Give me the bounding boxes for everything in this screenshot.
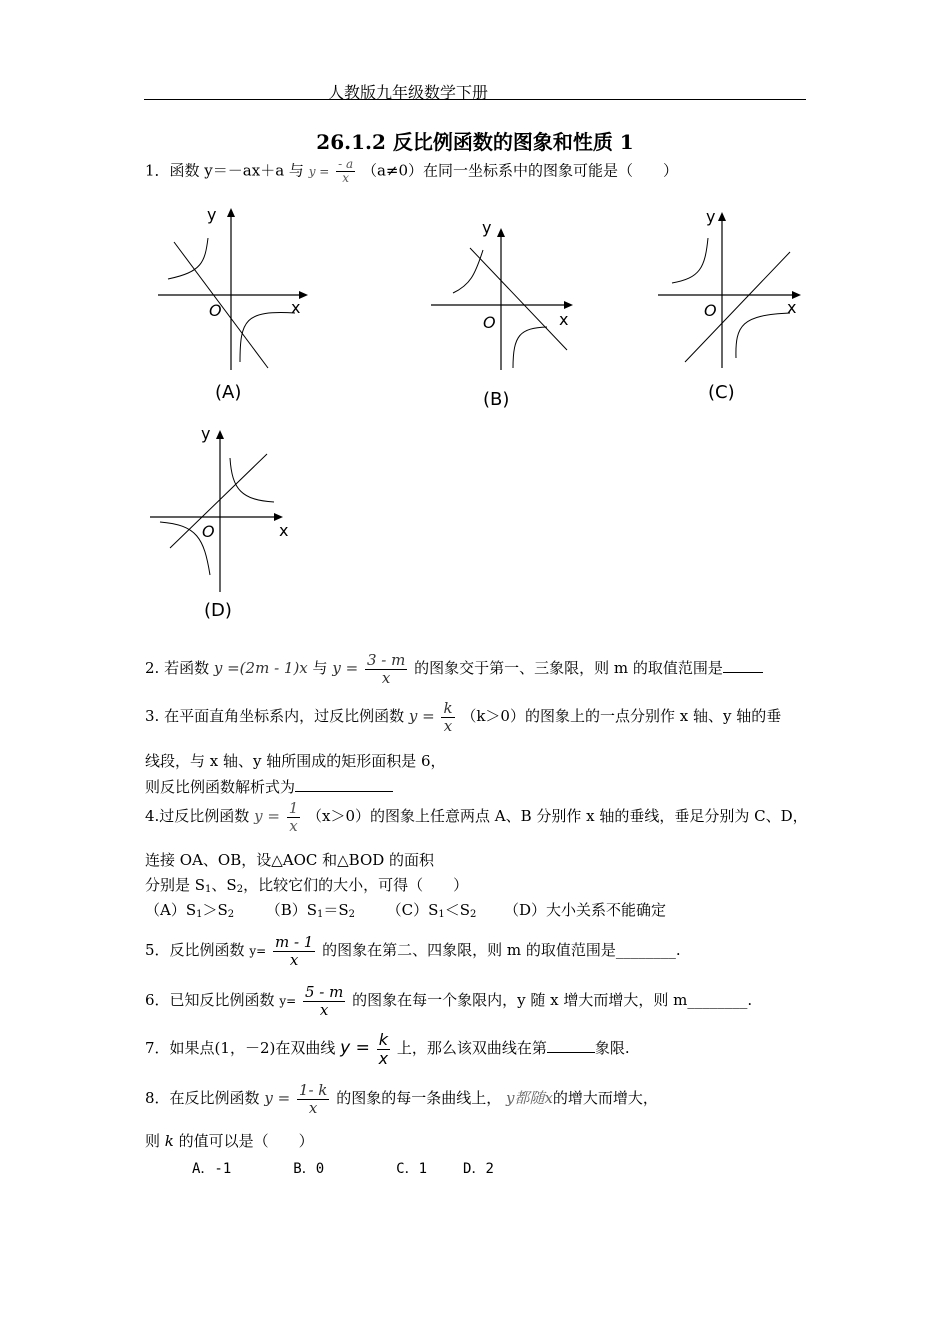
question-1 (145, 158, 678, 185)
q7-frac-den: x (378, 1048, 389, 1068)
graph-d-curve-upper (230, 458, 274, 502)
graph-d-y-arrow (216, 430, 224, 439)
q7-y-eq: y = (340, 1038, 370, 1059)
q2-frac-den: x (381, 668, 391, 687)
question-7 (145, 1031, 630, 1067)
graph-a-x-label: x (291, 298, 301, 317)
q1-suffix: （a≠0）在同一坐标系中的图象可能是（ ） (361, 161, 678, 180)
graph-a (150, 200, 320, 410)
q3-y-eq: y = (408, 707, 435, 725)
q4-option-a-sub-1: 1 (196, 909, 203, 920)
graph-d-caption: (D) (204, 600, 232, 621)
q8-option-b[interactable]: B．0 (293, 1161, 325, 1177)
graph-b-curve-lower (513, 327, 547, 368)
q8-suffix-a: 的图象的每一条曲线上， (336, 1089, 502, 1107)
q4-option-c[interactable] (387, 901, 477, 919)
q2-suffix: 的图象交于第一、三象限，则 m 的取值范围是 (414, 659, 723, 677)
q8-option-c[interactable]: C．1 (396, 1161, 428, 1177)
graph-b-origin-label: O (483, 313, 496, 332)
q8-fraction (297, 1082, 329, 1116)
q2-frac-num: 3 - m (366, 651, 406, 669)
graph-b-x-label: x (559, 310, 569, 329)
graph-d-line (170, 454, 267, 548)
graph-a-y-arrow (227, 208, 235, 217)
q2-answer-blank[interactable] (723, 658, 763, 673)
q3-line-3 (145, 776, 393, 797)
graph-c-origin-label: O (704, 301, 717, 320)
q6-frac-num: 5 - m (304, 983, 344, 1001)
q5-suffix: 的图象在第二、四象限，则 m 的取值范围是________. (322, 941, 681, 959)
graph-c (650, 200, 820, 410)
q8-options (192, 1158, 494, 1178)
q4-option-b[interactable] (266, 901, 355, 919)
page-header: 人教版九年级数学下册 (328, 83, 489, 102)
graph-c-y-label: y (706, 207, 716, 226)
q4-suffix: （x＞0）的图象上任意两点 A、B 分别作 x 轴的垂线，垂足分别为 C、D， (307, 807, 808, 825)
q8-option-a[interactable]: A．-1 (192, 1161, 232, 1177)
q4-option-a[interactable] (145, 901, 234, 919)
graph-c-curve-upper (672, 238, 708, 283)
q4-y-eq: y = (254, 807, 280, 825)
question-4 (145, 800, 808, 834)
q2-prefix: 2. 若函数 (145, 659, 210, 677)
graph-c-x-label: x (787, 298, 797, 317)
q1-frac-num: - a (338, 157, 354, 171)
q6-y-eq: y= (279, 994, 297, 1008)
q2-linear-function: y =(2m - 1)x (213, 659, 308, 677)
graph-b-caption: (B) (483, 389, 510, 410)
question-3 (145, 700, 781, 734)
question-8 (145, 1082, 658, 1116)
q5-frac-den: x (289, 950, 299, 969)
q1-prefix: 1．函数 y＝－ax＋a 与 (145, 161, 304, 180)
q4-option-c-sub-1: 1 (438, 909, 445, 920)
q4-option-b-text-2: ＝S (323, 901, 349, 919)
q4-prefix: 4.过反比例函数 (145, 807, 250, 825)
q4-line-2: 连接 OA、OB，设△AOC 和△BOD 的面积 (145, 851, 435, 869)
q6-frac-den: x (319, 1000, 329, 1019)
q7-suffix-a: 上，那么该双曲线在第 (396, 1039, 547, 1058)
q8-line-2-b: 的值可以是（ ） (178, 1132, 314, 1150)
q3-line-2: 线段，与 x 轴、y 轴所围成的矩形面积是 6， (145, 752, 446, 770)
q3-answer-blank[interactable] (295, 777, 393, 792)
q2-fraction (365, 652, 407, 686)
q4-option-a-text-2: ＞S (202, 901, 228, 919)
q7-frac-num: k (377, 1031, 390, 1050)
q4-options (145, 899, 666, 920)
q4-line-3-c: ，比较它们的大小，可得（ ） (243, 876, 469, 894)
q2-y-eq: y = (332, 659, 359, 677)
q5-fraction (273, 934, 315, 968)
graph-a-y-label: y (207, 205, 217, 224)
graph-a-curve-upper (168, 238, 208, 279)
q3-frac-num: k (443, 699, 453, 717)
graph-a-caption: (A) (215, 382, 242, 403)
q4-sub-2: 2 (236, 884, 244, 895)
q8-line-2 (145, 1130, 314, 1151)
graph-d-y-label: y (201, 424, 211, 443)
q4-option-c-text-2: ＜S (444, 901, 471, 919)
graph-d-x-label: x (279, 521, 289, 540)
q7-fraction (377, 1031, 390, 1067)
q5-frac-num: m - 1 (274, 933, 314, 951)
q8-line-2-k: k (164, 1132, 174, 1150)
q1-y-eq: y = (308, 164, 330, 179)
q8-suffix-c: 的增大而增大， (552, 1089, 658, 1107)
q5-prefix: 5．反比例函数 (145, 941, 245, 959)
graph-c-y-arrow (718, 212, 726, 221)
graph-b-x-arrow (564, 301, 573, 309)
graph-d (142, 420, 312, 630)
graph-b-y-label: y (482, 218, 492, 237)
q8-frac-den: x (308, 1098, 318, 1117)
q6-suffix: 的图象在每一个象限内，y 随 x 增大而增大，则 m________. (352, 991, 753, 1009)
graph-b-line (470, 248, 567, 350)
q2-mid: 与 (312, 659, 328, 677)
q1-fraction (336, 158, 355, 185)
q4-line-3-a: 分别是 S (145, 876, 206, 894)
q8-frac-num: 1- k (298, 1081, 328, 1099)
question-6 (145, 984, 752, 1018)
q6-prefix: 6．已知反比例函数 (145, 991, 275, 1009)
q6-fraction (303, 984, 345, 1018)
q4-option-c-sub-2: 2 (470, 909, 477, 920)
q4-line-3-b: 、S (211, 876, 237, 894)
q4-option-b-text-1: （B）S (265, 901, 318, 919)
question-2 (145, 652, 763, 686)
q7-suffix-b: 象限. (594, 1039, 630, 1058)
q4-option-c-text-1: （C）S (386, 901, 439, 919)
graph-c-curve-lower (736, 313, 790, 358)
q4-option-b-sub-1: 1 (317, 909, 324, 920)
q3-line-3-text: 则反比例函数解析式为 (145, 778, 296, 796)
q4-line-3 (145, 874, 468, 895)
q4-option-d[interactable]: （D）大小关系不能确定 (503, 901, 666, 919)
q3-suffix: （k＞0）的图象上的一点分别作 x 轴、y 轴的垂 (461, 707, 782, 725)
q4-frac-den: x (289, 816, 298, 835)
graph-c-caption: (C) (708, 382, 735, 403)
q8-option-d[interactable]: D．2 (463, 1161, 494, 1177)
q8-y-eq: y = (264, 1089, 291, 1107)
q8-suffix-b: y都随x (505, 1089, 553, 1107)
graph-d-x-arrow (274, 513, 283, 521)
graph-b (425, 210, 595, 420)
q3-fraction (441, 700, 454, 734)
question-5 (145, 934, 681, 968)
q3-prefix: 3. 在平面直角坐标系内，过反比例函数 (145, 707, 405, 725)
q4-frac-num: 1 (288, 799, 299, 817)
graph-b-y-arrow (497, 228, 505, 237)
graph-a-curve-lower (240, 313, 295, 362)
q4-option-a-text-1: （A）S (145, 901, 197, 919)
q7-answer-blank[interactable] (547, 1038, 595, 1053)
graph-d-origin-label: O (202, 522, 215, 541)
graph-a-origin-label: O (209, 301, 222, 320)
q3-frac-den: x (443, 716, 453, 735)
q4-sub-1: 1 (205, 884, 212, 895)
q4-option-a-sub-2: 2 (227, 909, 235, 920)
q4-option-b-sub-2: 2 (348, 909, 356, 920)
q7-prefix: 7．如果点(1，－2)在双曲线 (145, 1039, 336, 1058)
q8-line-2-a: 则 (145, 1132, 161, 1150)
q5-y-eq: y= (249, 944, 267, 958)
header-rule (144, 99, 806, 100)
q4-fraction (287, 800, 301, 834)
q1-frac-den: x (342, 171, 350, 186)
q8-prefix: 8．在反比例函数 (145, 1089, 260, 1107)
worksheet-title: 26.1.2 反比例函数的图象和性质 1 (316, 130, 634, 154)
